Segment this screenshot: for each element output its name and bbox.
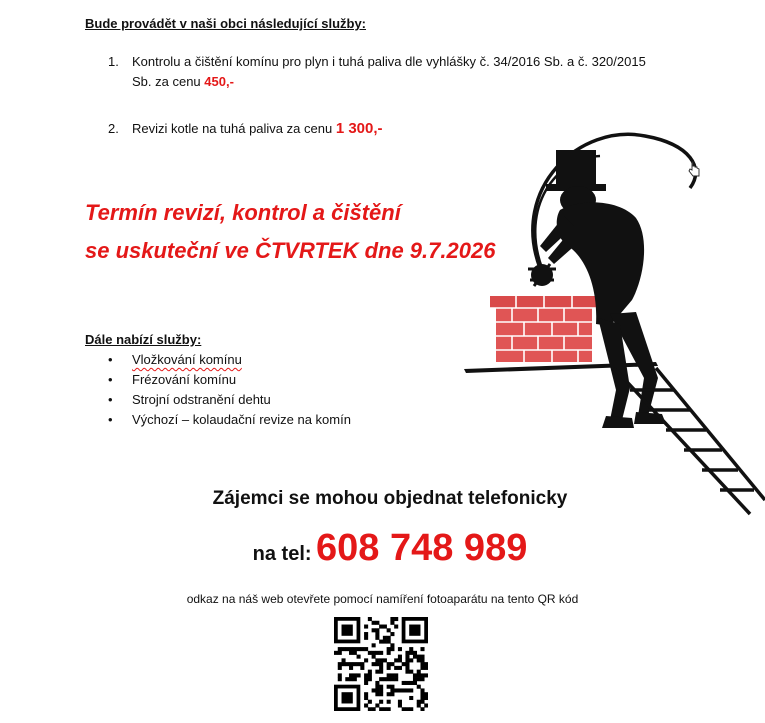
- qr-code[interactable]: [334, 617, 428, 711]
- service-price: 450,-: [204, 74, 234, 89]
- service-description: Revizi kotle na tuhá paliva za cenu: [132, 121, 333, 136]
- hand-cursor-icon: [688, 161, 700, 177]
- brick-chimney-icon: [490, 296, 598, 362]
- services-heading: Bude provádět v naši obci následující služby:: [85, 16, 367, 31]
- qr-note: odkaz na náš web otevřete pomocí namíření fotoaparátu na tento QR kód: [186, 592, 579, 606]
- phone-number[interactable]: 608 748 989: [316, 527, 528, 569]
- chimney-sweep-illustration: [460, 128, 765, 520]
- extra-services-heading: Dále nabízí služby:: [85, 332, 202, 347]
- service-description: Kontrolu a čištění komínu pro plyn i tuhá paliva dle vyhlášky č. 34/2016 Sb. a č. 320/2015 Sb. za cenu: [132, 54, 646, 89]
- list-item: • Strojní odstranění dehtu: [108, 390, 351, 410]
- spellcheck-word: Vložkování komínu: [132, 352, 242, 367]
- phone-label: na tel:: [252, 543, 312, 565]
- headline-line-1: Termín revizí, kontrol a čištění: [85, 200, 401, 225]
- list-item: [108, 350, 351, 370]
- service-number: 2.: [108, 121, 119, 136]
- list-item: • Výchozí – kolaudační revize na komín: [108, 410, 351, 430]
- phone-row: [0, 527, 765, 570]
- headline-line-2: se uskuteční ve ČTVRTEK dne 9.7.2026: [85, 238, 496, 263]
- service-text: [132, 52, 652, 92]
- order-text: Zájemci se mohou objednat telefonicky: [212, 488, 568, 509]
- extra-services-list: [108, 350, 351, 430]
- service-price: 1 300,-: [335, 120, 383, 137]
- list-item: • Frézování komínu: [108, 370, 351, 390]
- service-number: 1.: [108, 54, 119, 69]
